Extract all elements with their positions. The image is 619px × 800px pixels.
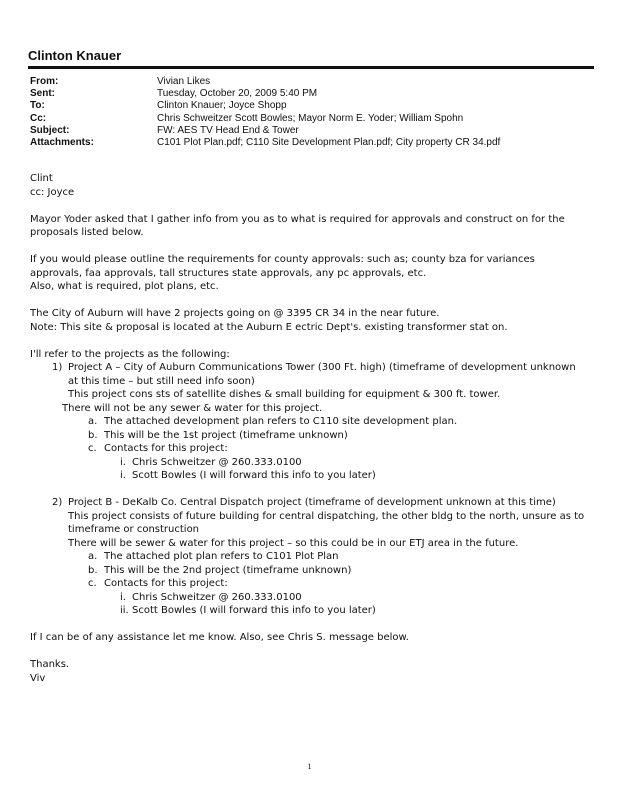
paragraph-projects: The City of Auburn will have 2 projects going on @ 3395 CR 34 in the near future. <box>30 308 440 319</box>
project-a-contact: i. Chris Schweitzer @ 260.333.0100 <box>120 456 302 468</box>
subject-label: Subject: <box>30 124 70 136</box>
email-body <box>30 172 596 685</box>
paragraph-requirements-cont: approvals, faa approvals, tall structures state approvals, any pc approvals, etc. <box>30 267 427 279</box>
attachments-row <box>0 137 619 149</box>
subject-value: FW: AES TV Head End & Tower <box>157 124 299 136</box>
attachments-value: C101 Plot Plan.pdf; C110 Site Development Plan.pdf; City property CR 34.pdf <box>157 136 501 148</box>
project-b-item: a. The attached plot plan refers to C101 Plot Plan <box>88 551 339 562</box>
project-b-description: This project consists of future building for central dispatching, the other bldg to the north, unsure as to <box>68 510 585 522</box>
sender-header: Clinton Knauer <box>28 48 122 63</box>
greeting: Clint <box>30 173 53 184</box>
project-a-number: 1) <box>52 362 63 373</box>
project-b-item: c. Contacts for this project: <box>88 578 228 589</box>
project-b-description-cont: timeframe or construction <box>68 524 200 535</box>
project-a-item: b. This will be the 1st project (timeframe unknown) <box>88 429 348 441</box>
project-b-item: b. This will be the 2nd project (timeframe unknown) <box>88 564 352 576</box>
paragraph-request: Mayor Yoder asked that I gather info from you as to what is required for approvals and construct on for the <box>30 213 565 225</box>
projects-intro: I'll refer to the projects as the following: <box>30 348 230 360</box>
sent-value: Tuesday, October 20, 2009 5:40 PM <box>157 88 318 100</box>
project-a-title <box>52 361 596 375</box>
project-a-title-cont: at this time – but still need info soon) <box>68 375 255 387</box>
thanks: Thanks. <box>30 659 70 670</box>
project-a-title-text: Project A – City of Auburn Communications Tower (300 Ft. high) (timeframe of development unknown <box>68 362 576 373</box>
cc-value: Chris Schweitzer Scott Bowles; Mayor Norm E. Yoder; William Spohn <box>157 112 464 124</box>
to-value: Clinton Knauer; Joyce Shopp <box>157 100 287 112</box>
project-b-title <box>52 496 596 510</box>
paragraph-requirements-cont2: Also, what is required, plot plans, etc. <box>30 281 219 292</box>
from-row <box>0 76 619 88</box>
subject-row <box>0 125 619 137</box>
paragraph-request-cont: proposals listed below. <box>30 227 144 238</box>
project-a-contact: i. Scott Bowles (I will forward this info to you later) <box>120 470 376 481</box>
cc-label: Cc: <box>30 112 47 124</box>
cc-line: cc: Joyce <box>30 186 75 198</box>
project-b-title-text: Project B - DeKalb Co. Central Dispatch project (timeframe of development unknown at this time) <box>68 497 556 508</box>
paragraph-note: Note: This site & proposal is located at the Auburn E ectric Dept's. existing transformer stat on. <box>30 321 508 333</box>
signature: Viv <box>30 672 46 684</box>
email-header-fields <box>0 76 619 149</box>
paragraph-requirements: If you would please outline the requirements for county approvals: such as; county bza for variances <box>30 254 535 265</box>
from-label: From: <box>30 76 59 87</box>
to-label: To: <box>30 100 45 112</box>
to-row <box>0 100 619 112</box>
header-rule <box>28 66 594 69</box>
sent-label: Sent: <box>30 88 55 100</box>
project-a-utilities: There will not be any sewer & water for this project. <box>62 402 323 414</box>
attachments-label: Attachments: <box>30 136 94 148</box>
project-b-contact: ii. Scott Bowles (I will forward this info to you later) <box>120 605 376 616</box>
closing-line: If I can be of any assistance let me know. Also, see Chris S. message below. <box>30 632 409 643</box>
sent-row <box>0 88 619 100</box>
page-number: 1 <box>307 762 312 771</box>
from-value: Vivian Likes <box>157 76 211 87</box>
project-a-item: c. Contacts for this project: <box>88 443 228 454</box>
project-b-utilities: There will be sewer & water for this project – so this could be in our ETJ area in the future. <box>68 537 519 549</box>
project-a-item: a. The attached development plan refers to C110 site development plan. <box>88 416 458 427</box>
project-a-description: This project cons sts of satellite dishes & small building for equipment & 300 ft. tower. <box>68 389 501 400</box>
project-b-contact: i. Chris Schweitzer @ 260.333.0100 <box>120 591 302 603</box>
project-b-number: 2) <box>52 497 63 508</box>
cc-row <box>0 113 619 125</box>
